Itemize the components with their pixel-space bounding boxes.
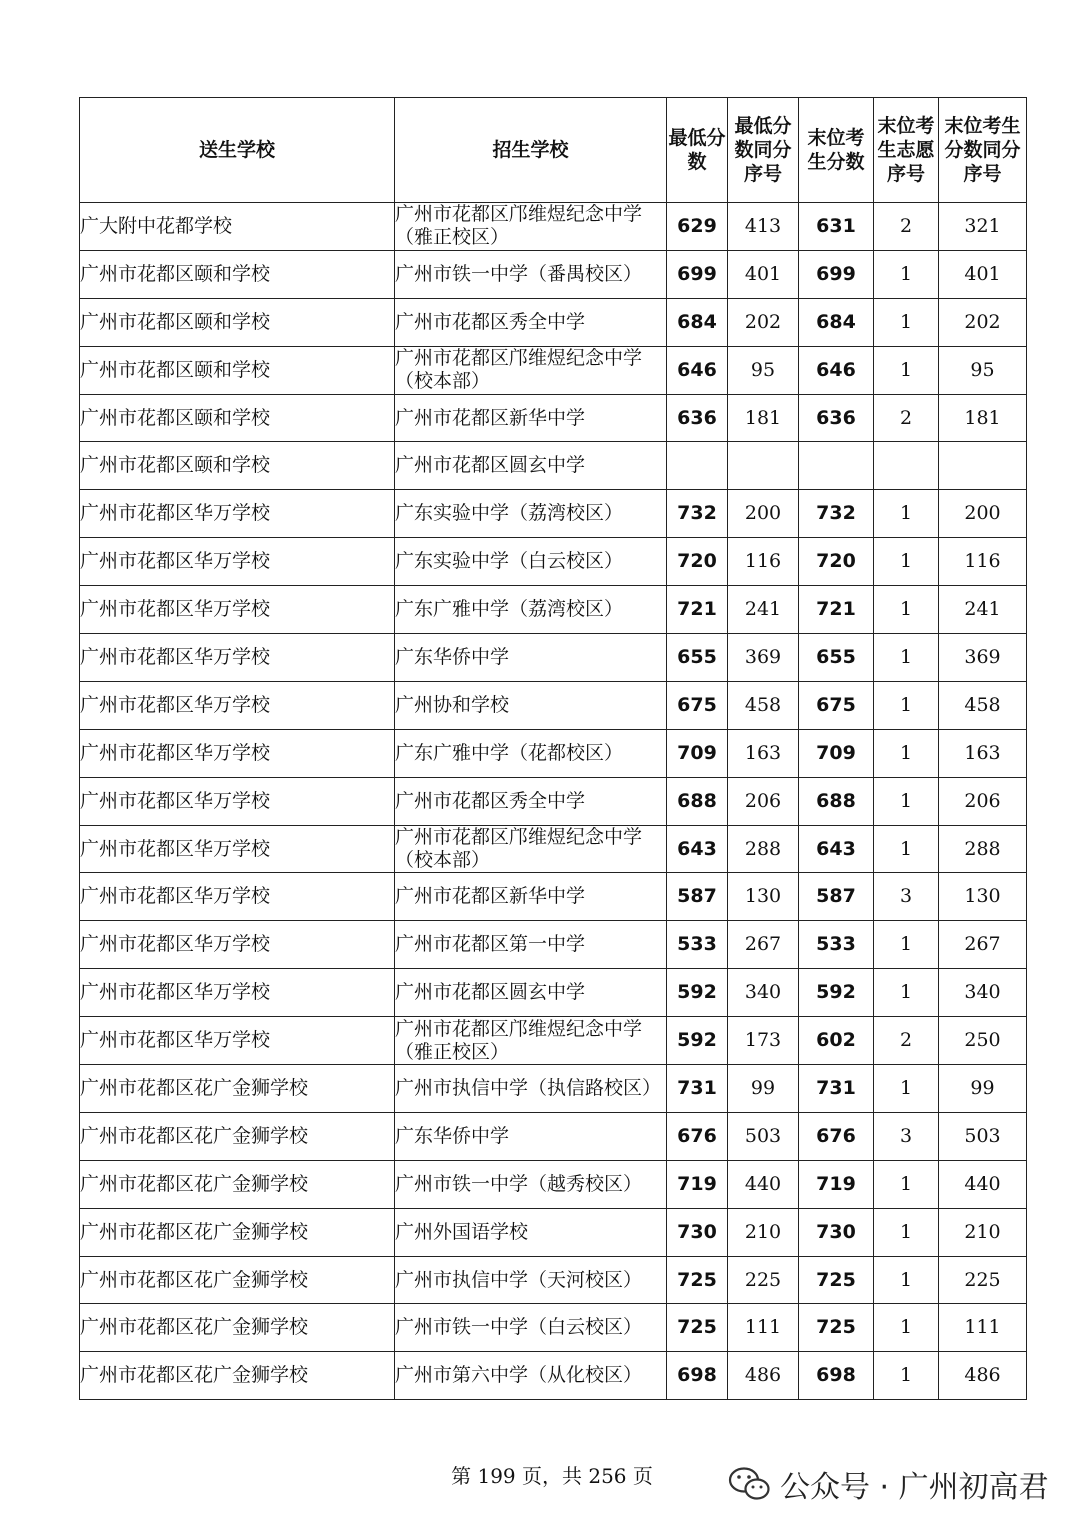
cell-last-score: 533 — [799, 921, 874, 969]
table-row — [80, 298, 1027, 346]
cell-last-rank: 503 — [939, 1112, 1027, 1160]
cell-last-score: 646 — [799, 346, 874, 394]
cell-recruiting-school: 广州市执信中学（执信路校区） — [395, 1065, 667, 1113]
cell-last-choice: 1 — [874, 586, 939, 634]
cell-sender-school: 广大附中花都学校 — [80, 203, 395, 251]
cell-last-score: 688 — [799, 777, 874, 825]
cell-min-score-rank: 486 — [728, 1352, 799, 1400]
cell-last-rank: 181 — [939, 394, 1027, 442]
table-row — [80, 250, 1027, 298]
cell-min-score: 732 — [667, 490, 728, 538]
cell-min-score: 533 — [667, 921, 728, 969]
table-row — [80, 1065, 1027, 1113]
cell-last-choice: 1 — [874, 1256, 939, 1304]
cell-last-score: 725 — [799, 1256, 874, 1304]
cell-min-score-rank: 210 — [728, 1208, 799, 1256]
cell-min-score: 592 — [667, 969, 728, 1017]
cell-min-score-rank: 288 — [728, 825, 799, 873]
header-recruiting-school: 招生学校 — [395, 98, 667, 203]
cell-last-choice: 1 — [874, 490, 939, 538]
cell-min-score-rank: 440 — [728, 1160, 799, 1208]
cell-min-score-rank: 206 — [728, 777, 799, 825]
cell-last-rank: 440 — [939, 1160, 1027, 1208]
cell-last-choice: 2 — [874, 1017, 939, 1065]
cell-recruiting-school: 广东华侨中学 — [395, 634, 667, 682]
cell-min-score-rank: 163 — [728, 729, 799, 777]
admission-score-table — [79, 97, 1027, 1400]
cell-last-score: 719 — [799, 1160, 874, 1208]
table-row — [80, 921, 1027, 969]
table-row — [80, 394, 1027, 442]
table-row — [80, 777, 1027, 825]
table-row — [80, 1352, 1027, 1400]
cell-last-choice: 1 — [874, 969, 939, 1017]
table-row — [80, 1304, 1027, 1352]
cell-recruiting-school: 广州市花都区秀全中学 — [395, 777, 667, 825]
cell-min-score-rank: 202 — [728, 298, 799, 346]
cell-recruiting-school: 广州市花都区秀全中学 — [395, 298, 667, 346]
header-min-score: 最低分数 — [667, 98, 728, 203]
cell-last-choice: 3 — [874, 1112, 939, 1160]
cell-min-score: 587 — [667, 873, 728, 921]
cell-recruiting-school: 广州市第六中学（从化校区） — [395, 1352, 667, 1400]
cell-min-score-rank: 458 — [728, 681, 799, 729]
cell-last-rank: 486 — [939, 1352, 1027, 1400]
cell-last-score: 602 — [799, 1017, 874, 1065]
cell-last-score: 720 — [799, 538, 874, 586]
header-min-score-rank: 最低分数同分序号 — [728, 98, 799, 203]
cell-min-score: 731 — [667, 1065, 728, 1113]
cell-recruiting-school: 广州市花都区新华中学 — [395, 394, 667, 442]
cell-min-score-rank: 225 — [728, 1256, 799, 1304]
cell-last-rank: 241 — [939, 586, 1027, 634]
table-row — [80, 586, 1027, 634]
cell-last-score: 684 — [799, 298, 874, 346]
cell-last-choice: 1 — [874, 346, 939, 394]
cell-min-score: 688 — [667, 777, 728, 825]
cell-min-score-rank: 241 — [728, 586, 799, 634]
cell-sender-school: 广州市花都区颐和学校 — [80, 442, 395, 490]
table-row — [80, 1112, 1027, 1160]
cell-last-score: 730 — [799, 1208, 874, 1256]
cell-last-score: 631 — [799, 203, 874, 251]
cell-recruiting-school: 广州市执信中学（天河校区） — [395, 1256, 667, 1304]
cell-last-score: 699 — [799, 250, 874, 298]
cell-min-score-rank — [728, 442, 799, 490]
cell-recruiting-school: 广东华侨中学 — [395, 1112, 667, 1160]
cell-sender-school: 广州市花都区花广金狮学校 — [80, 1065, 395, 1113]
cell-last-score: 731 — [799, 1065, 874, 1113]
cell-last-rank: 369 — [939, 634, 1027, 682]
cell-min-score: 655 — [667, 634, 728, 682]
cell-recruiting-school: 广州市花都区圆玄中学 — [395, 969, 667, 1017]
cell-min-score: 709 — [667, 729, 728, 777]
cell-min-score: 676 — [667, 1112, 728, 1160]
cell-min-score: 725 — [667, 1256, 728, 1304]
page-number: 第 199 页，共 256 页 — [451, 1464, 653, 1488]
cell-sender-school: 广州市花都区华万学校 — [80, 777, 395, 825]
cell-last-rank: 401 — [939, 250, 1027, 298]
cell-last-score: 725 — [799, 1304, 874, 1352]
cell-min-score: 643 — [667, 825, 728, 873]
table-row — [80, 203, 1027, 251]
cell-sender-school: 广州市花都区华万学校 — [80, 825, 395, 873]
cell-min-score-rank: 340 — [728, 969, 799, 1017]
cell-last-rank: 99 — [939, 1065, 1027, 1113]
cell-min-score: 592 — [667, 1017, 728, 1065]
cell-min-score-rank: 173 — [728, 1017, 799, 1065]
cell-last-choice: 1 — [874, 777, 939, 825]
cell-last-rank: 206 — [939, 777, 1027, 825]
cell-last-choice: 2 — [874, 203, 939, 251]
table-row — [80, 346, 1027, 394]
table-row — [80, 490, 1027, 538]
cell-last-score — [799, 442, 874, 490]
cell-min-score: 675 — [667, 681, 728, 729]
cell-last-choice: 1 — [874, 921, 939, 969]
cell-sender-school: 广州市花都区颐和学校 — [80, 394, 395, 442]
cell-min-score-rank: 503 — [728, 1112, 799, 1160]
cell-last-rank: 250 — [939, 1017, 1027, 1065]
cell-last-rank: 111 — [939, 1304, 1027, 1352]
cell-min-score: 721 — [667, 586, 728, 634]
cell-last-rank: 130 — [939, 873, 1027, 921]
cell-recruiting-school: 广州市铁一中学（白云校区） — [395, 1304, 667, 1352]
cell-recruiting-school: 广州市铁一中学（越秀校区） — [395, 1160, 667, 1208]
cell-recruiting-school: 广东广雅中学（花都校区） — [395, 729, 667, 777]
cell-min-score: 684 — [667, 298, 728, 346]
table-row — [80, 873, 1027, 921]
cell-last-rank: 210 — [939, 1208, 1027, 1256]
cell-recruiting-school: 广州市花都区邝维煜纪念中学（校本部） — [395, 346, 667, 394]
table-row — [80, 442, 1027, 490]
cell-last-choice: 1 — [874, 1304, 939, 1352]
cell-last-choice: 1 — [874, 298, 939, 346]
cell-min-score-rank: 401 — [728, 250, 799, 298]
table-body — [80, 203, 1027, 1400]
cell-last-rank: 200 — [939, 490, 1027, 538]
cell-min-score-rank: 116 — [728, 538, 799, 586]
cell-sender-school: 广州市花都区花广金狮学校 — [80, 1160, 395, 1208]
cell-last-choice: 1 — [874, 1065, 939, 1113]
cell-last-choice: 1 — [874, 681, 939, 729]
cell-recruiting-school: 广东实验中学（荔湾校区） — [395, 490, 667, 538]
cell-last-choice: 1 — [874, 1352, 939, 1400]
cell-min-score-rank: 111 — [728, 1304, 799, 1352]
cell-last-choice: 1 — [874, 729, 939, 777]
cell-min-score: 719 — [667, 1160, 728, 1208]
table-row — [80, 538, 1027, 586]
cell-last-rank: 116 — [939, 538, 1027, 586]
cell-sender-school: 广州市花都区华万学校 — [80, 490, 395, 538]
cell-sender-school: 广州市花都区华万学校 — [80, 969, 395, 1017]
cell-recruiting-school: 广东实验中学（白云校区） — [395, 538, 667, 586]
cell-last-rank: 321 — [939, 203, 1027, 251]
cell-min-score: 720 — [667, 538, 728, 586]
cell-last-score: 643 — [799, 825, 874, 873]
cell-last-choice: 1 — [874, 1160, 939, 1208]
cell-last-choice: 1 — [874, 634, 939, 682]
cell-recruiting-school: 广州外国语学校 — [395, 1208, 667, 1256]
cell-min-score-rank: 130 — [728, 873, 799, 921]
cell-sender-school: 广州市花都区花广金狮学校 — [80, 1256, 395, 1304]
cell-sender-school: 广州市花都区颐和学校 — [80, 346, 395, 394]
cell-min-score: 698 — [667, 1352, 728, 1400]
cell-last-choice: 1 — [874, 1208, 939, 1256]
cell-sender-school: 广州市花都区花广金狮学校 — [80, 1304, 395, 1352]
table-row — [80, 1017, 1027, 1065]
watermark — [728, 1462, 1049, 1506]
cell-sender-school: 广州市花都区华万学校 — [80, 873, 395, 921]
cell-last-rank: 225 — [939, 1256, 1027, 1304]
cell-last-rank: 458 — [939, 681, 1027, 729]
cell-min-score-rank: 181 — [728, 394, 799, 442]
cell-recruiting-school: 广州市铁一中学（番禺校区） — [395, 250, 667, 298]
cell-recruiting-school: 广州市花都区邝维煜纪念中学（雅正校区） — [395, 1017, 667, 1065]
table-row — [80, 1208, 1027, 1256]
cell-last-choice: 2 — [874, 394, 939, 442]
watermark-text: 公众号 · 广州初高君 — [780, 1470, 1049, 1505]
header-sender-school: 送生学校 — [80, 98, 395, 203]
cell-min-score-rank: 267 — [728, 921, 799, 969]
cell-min-score-rank: 99 — [728, 1065, 799, 1113]
cell-last-rank: 163 — [939, 729, 1027, 777]
cell-sender-school: 广州市花都区华万学校 — [80, 921, 395, 969]
cell-sender-school: 广州市花都区花广金狮学校 — [80, 1208, 395, 1256]
cell-last-score: 587 — [799, 873, 874, 921]
cell-sender-school: 广州市花都区华万学校 — [80, 729, 395, 777]
cell-sender-school: 广州市花都区华万学校 — [80, 634, 395, 682]
cell-last-choice: 1 — [874, 825, 939, 873]
table-row — [80, 681, 1027, 729]
cell-last-rank: 288 — [939, 825, 1027, 873]
cell-min-score-rank: 95 — [728, 346, 799, 394]
cell-min-score: 725 — [667, 1304, 728, 1352]
cell-last-rank — [939, 442, 1027, 490]
cell-min-score-rank: 413 — [728, 203, 799, 251]
cell-recruiting-school: 广州市花都区新华中学 — [395, 873, 667, 921]
cell-last-rank: 95 — [939, 346, 1027, 394]
cell-recruiting-school: 广州市花都区圆玄中学 — [395, 442, 667, 490]
cell-last-rank: 340 — [939, 969, 1027, 1017]
cell-recruiting-school: 广州市花都区邝维煜纪念中学（雅正校区） — [395, 203, 667, 251]
table-row — [80, 729, 1027, 777]
cell-last-rank: 267 — [939, 921, 1027, 969]
cell-recruiting-school: 广州市花都区第一中学 — [395, 921, 667, 969]
header-last-rank: 末位考生分数同分序号 — [939, 98, 1027, 203]
cell-min-score: 636 — [667, 394, 728, 442]
header-last-score: 末位考生分数 — [799, 98, 874, 203]
table-row — [80, 969, 1027, 1017]
cell-last-choice: 1 — [874, 538, 939, 586]
table-header-row — [80, 98, 1027, 203]
cell-last-rank: 202 — [939, 298, 1027, 346]
cell-min-score-rank: 200 — [728, 490, 799, 538]
cell-last-score: 676 — [799, 1112, 874, 1160]
cell-min-score — [667, 442, 728, 490]
cell-last-score: 709 — [799, 729, 874, 777]
cell-recruiting-school: 广州协和学校 — [395, 681, 667, 729]
cell-sender-school: 广州市花都区华万学校 — [80, 681, 395, 729]
cell-sender-school: 广州市花都区颐和学校 — [80, 298, 395, 346]
cell-sender-school: 广州市花都区华万学校 — [80, 1017, 395, 1065]
cell-last-score: 592 — [799, 969, 874, 1017]
wechat-icon — [728, 1466, 772, 1502]
cell-sender-school: 广州市花都区华万学校 — [80, 586, 395, 634]
cell-min-score: 730 — [667, 1208, 728, 1256]
cell-sender-school: 广州市花都区华万学校 — [80, 538, 395, 586]
cell-last-choice: 1 — [874, 250, 939, 298]
cell-recruiting-school: 广东广雅中学（荔湾校区） — [395, 586, 667, 634]
cell-last-score: 655 — [799, 634, 874, 682]
table-row — [80, 1256, 1027, 1304]
table-row — [80, 1160, 1027, 1208]
cell-min-score-rank: 369 — [728, 634, 799, 682]
cell-last-score: 732 — [799, 490, 874, 538]
cell-last-score: 675 — [799, 681, 874, 729]
cell-last-score: 636 — [799, 394, 874, 442]
cell-last-choice: 3 — [874, 873, 939, 921]
header-last-choice: 末位考生志愿序号 — [874, 98, 939, 203]
cell-sender-school: 广州市花都区颐和学校 — [80, 250, 395, 298]
cell-sender-school: 广州市花都区花广金狮学校 — [80, 1112, 395, 1160]
cell-recruiting-school: 广州市花都区邝维煜纪念中学（校本部） — [395, 825, 667, 873]
cell-min-score: 699 — [667, 250, 728, 298]
table-row — [80, 634, 1027, 682]
table-row — [80, 825, 1027, 873]
cell-min-score: 629 — [667, 203, 728, 251]
cell-min-score: 646 — [667, 346, 728, 394]
cell-sender-school: 广州市花都区花广金狮学校 — [80, 1352, 395, 1400]
cell-last-score: 721 — [799, 586, 874, 634]
cell-last-choice — [874, 442, 939, 490]
cell-last-score: 698 — [799, 1352, 874, 1400]
